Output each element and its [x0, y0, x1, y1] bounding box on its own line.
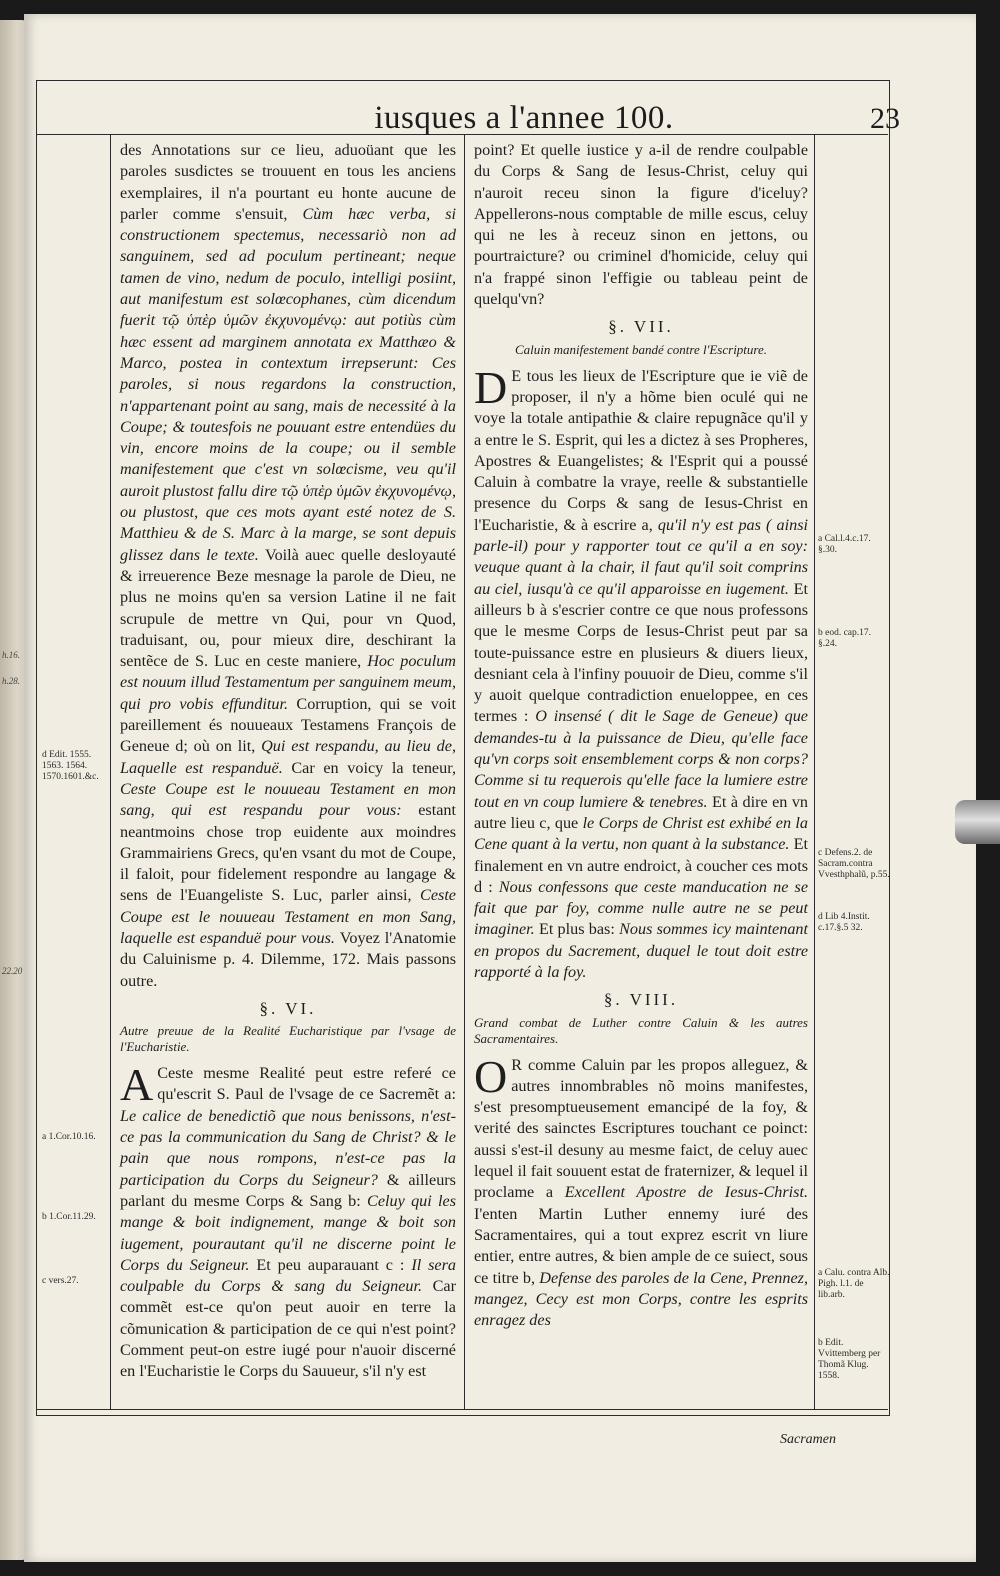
quote: Qui est respandu, au lieu de, Laquelle est respanduë.	[120, 737, 456, 777]
section-heading: §. VI.	[259, 998, 317, 1018]
text-run: Corruption, qui se voit pareillement és nouueaux Testamens François de Geneue d; où on lit,	[120, 694, 456, 756]
quote: Celuy qui les mange & boit indignement, mange & boit son iugement, pourautant qu'il ne discerne point le Corps du Seigneur.	[120, 1191, 456, 1274]
text-run: Voilà auec quelle desloyauté & irreuerence Beze mesnage la parole de Dieu, ne plus ne moins qu'en sa version Latine il ne fait scrupule de mettre vn Qui, pour vn Quod, traduisant, ou, pour mieux dire, deschirant la sentẽce de S. Luc en ceste maniere,	[120, 545, 456, 671]
quote: Ceste Coupe est le nouueau Testament en mon sang, qui est respandu pour vous:	[120, 779, 456, 820]
section-heading: §. VIII.	[603, 990, 679, 1010]
margin-note: a Cal.l.4.c.17. §.30.	[818, 534, 871, 555]
quote: Excellent Apostre de Iesus-Christ.	[564, 1183, 808, 1202]
catchword: Sacramen	[780, 1432, 836, 1447]
running-head: iusques a l'annee 100.	[374, 100, 674, 136]
section-subtitle: Grand combat de Luther contre Caluin & les autres Sacramentaires.	[474, 1014, 808, 1046]
margin-note: d Edit. 1555. 1563. 1564. 1570.1601.&c.	[42, 750, 99, 782]
text-run: Et à dire en vn autre lieu c, que	[474, 792, 809, 832]
text-run: Ceste mesme Realité peut estre referé ce qu'escrit S. Paul de l'vsage de ce Sacremẽt a:	[157, 1064, 456, 1104]
text-run: Car commẽt est-ce qu'on peut auoir en terre la cõmunication & participation de ce qui n'est point? Comment peut-on estre iugé pour n'auoir discerné en l'Eucharistie le Corps du Sauueur, s'il n'y est	[120, 1277, 456, 1381]
text-run: Et peu auparauant c :	[256, 1255, 412, 1274]
quote: O insensé ( dit le Sage de Geneue) que demandes-tu à la puissance de Dieu, qu'elle face qu'vn corps soit ensemblement corps & non corps? Comme si tu requerois qu'elle face la lumiere estre tout en vn coup lumiere & tenebres.	[474, 707, 808, 811]
drop-cap: D	[474, 361, 508, 413]
quote: Ceste Coupe est le nouueau Testament en mon Sang, laquelle est espanduë pour vous.	[120, 886, 456, 947]
drop-cap: O	[474, 1050, 508, 1102]
section-heading: §. VII.	[608, 317, 674, 337]
text-run: Car en voicy la teneur,	[291, 758, 456, 777]
edge-note: h.16.	[2, 650, 20, 660]
text-run: Voyez l'Anatomie du Caluinisme p. 4. Dilemme, 172. Mais passons outre.	[120, 928, 457, 990]
edge-note: h.28.	[2, 676, 20, 686]
quote: le Corps de Christ est exhibé en la Cene quant à la vertu, non quant à la substance.	[474, 813, 808, 854]
right-column	[474, 140, 808, 1331]
margin-note: a 1.Cor.10.16.	[42, 1132, 96, 1142]
text-run: E tous les lieux de l'Escripture que ie viẽ de proposer, il n'y a hõme bien oculé qui ne voye la totale antipathie & claire repugnãce qu'il y a entre le S. Esprit, qui les a dictez à ses Propheres, Apostres & Euangelistes; & l'Esprit qui a poussé Caluin à combatre la vraye, reelle & substantielle presence du Corps & sang de Iesus-Christ en l'Eucharistie, & à escrire a,	[474, 366, 808, 534]
french-quote: Ces paroles, si nous regardons la construction, n'appartenant point au sang, mais de necessité à la Coupe; & toutesfois ne pouuant estre entendües du vin, encore moins de la coupe; ou il semble manifestement que c'est vn solœcisme, veu qu'il auroit plustost fallu dire τῷ ὑπὲρ ὑμῶν ἐκχυνομένῳ, ou plustost, que ces mots ayant esté notez de S. Matthieu & de S. Marc à la marge, se sont depuis glissez dans le texte.	[120, 353, 456, 564]
latin-quote: Hoc poculum est nouum illud Testamentum per sanguinem meum, qui pro vobis effunditur.	[120, 652, 456, 713]
quote: Nous sommes icy maintenant en propos du Sacrement, duquel le tout doit estre rapporté à la foy.	[474, 920, 809, 981]
text-run: Et plus bas:	[538, 920, 620, 939]
text-run: estant neantmoins chose trop euidente aux moindres Grammairiens Grecs, qu'en vsant du mot de Coupe, il faloit, pour fidelement respondre au langage & sens de l'Euangeliste S. Luc, parler ainsi,	[120, 801, 456, 905]
quote: Il sera coulpable du Corps & sang du Seigneur.	[120, 1255, 456, 1296]
margin-note: d Lib 4.Instit. c.17.§.5 32.	[818, 912, 870, 933]
paragraph	[120, 140, 456, 992]
paragraph: point? Et quelle iustice y a-il de rendre coulpable du Corps & Sang de Iesus-Christ, celuy qui n'auroit receu sinon la figure d'iceluy? Appellerons-nous comptable de mille escus, celuy qui ne les à receuz sinon en jettons, ou pourtraicture? ou criminel d'homicide, celuy qui n'a frappé sinon l'effigie ou tableau peint de quelqu'vn?	[474, 141, 808, 309]
margin-note: a Calu. contra Alb. Pigh. l.1. de lib.arb.	[818, 1268, 890, 1300]
paragraph	[474, 1050, 809, 1332]
margin-note: c Defens.2. de Sacram.contra Vvesthphalũ, p.55.	[818, 848, 890, 880]
margin-note: b eod. cap.17. §.24.	[818, 628, 872, 649]
quote: Nous confessons que ceste manducation ne se fait que par foy, comme nulle autre ne se peut imaginer.	[474, 877, 809, 939]
paragraph	[120, 1059, 456, 1382]
text-run: des Annotations sur ce lieu, aduoüant que les paroles susdictes se trouuent en tous les anciens exemplaires, il n'a pourtant eu honte aucune de parler comme s'ensuit,	[120, 141, 456, 223]
text-run: I'enten Martin Luther ennemy iuré des Sacramentaires, qui a tout exprez escrit vn liure entier, entre autres, & bien ample de ce suiect, sous ce titre b,	[474, 1204, 808, 1287]
margin-note: c vers.27.	[42, 1276, 79, 1286]
quote: qu'il n'y est pas ( ainsi parle-il) pour y rapporter tout ce qu'il a en soy: veuque quant à la chair, il faut qu'il soit comprins au ciel, iusqu'à ce qu'il apparoisse en iugement.	[474, 515, 808, 598]
margin-note: b 1.Cor.11.29.	[42, 1212, 96, 1222]
column-rule	[464, 134, 465, 1409]
page-clip	[955, 800, 1000, 844]
left-column	[120, 140, 456, 1383]
right-margin-rule	[814, 134, 815, 1409]
page-number: 23	[870, 102, 900, 135]
book-page	[24, 14, 976, 1562]
edge-note: 22.20	[2, 966, 23, 976]
text-run: Et ailleurs b à s'escrier contre ce que nous professons que le mesme Corps de Iesus-Christ peut par sa toute-puissance estre en plusieurs & diuers lieux, desniant cela à l'infiny pouuoir de Dieu, comme s'il y auoit quelque contradiction enueloppee, en ces termes :	[474, 579, 808, 726]
section-subtitle: Caluin manifestement bandé contre l'Escripture.	[514, 341, 768, 357]
margin-note: b Edit. Vvittemberg per Thomã Klug. 1558.	[818, 1338, 881, 1381]
quote: Defense des paroles de la Cene, Prennez, mangez, Cecy est mon Corps, contre les esprits enragez des	[474, 1268, 809, 1330]
text-run: Et finalement en vn autre endroict, à coucher ces mots d :	[474, 835, 808, 896]
text-run: R comme Caluin par les propos alleguez, & autres innombrables nõ moins manifestes, s'est presomptueusement emancipé de la foy, & verité des sainctes Escriptures touchant ce poinct: aussi s'est-il desuny au mesme faict, de celuy auec lequel il fait souuent estat de fraternizer, & lequel il proclame a	[474, 1055, 808, 1202]
latin-quote: Cùm hæc verba, si constructionem spectemus, necessariò non ad sanguinem, sed ad poculum pertineant; neque tamen de vino, nedum de poculo, intelligi posiint, aut manifestum est solœcophanes, cùm dicendum fuerit τῷ ὑπὲρ ὑμῶν ἐκχυνομένῳ: aut potiùs cùm hæc essent ad marginem annotata ex Matthæo & Marco, postea in contextum irrepserunt:	[120, 204, 456, 372]
quote: Le calice de benedictiõ que nous benissons, n'est-ce pas la communication du Sang de Christ? & le pain que nous rompons, n'est-ce pas la participation du Corps du Seigneur?	[120, 1106, 456, 1189]
footer-rule	[36, 1409, 888, 1410]
section-subtitle: Autre preuue de la Realité Eucharistique par l'vsage de l'Eucharistie.	[120, 1023, 456, 1055]
drop-cap: A	[120, 1059, 154, 1111]
text-run: & ailleurs parlant du mesme Corps & Sang b:	[120, 1170, 456, 1210]
paragraph	[474, 361, 809, 984]
